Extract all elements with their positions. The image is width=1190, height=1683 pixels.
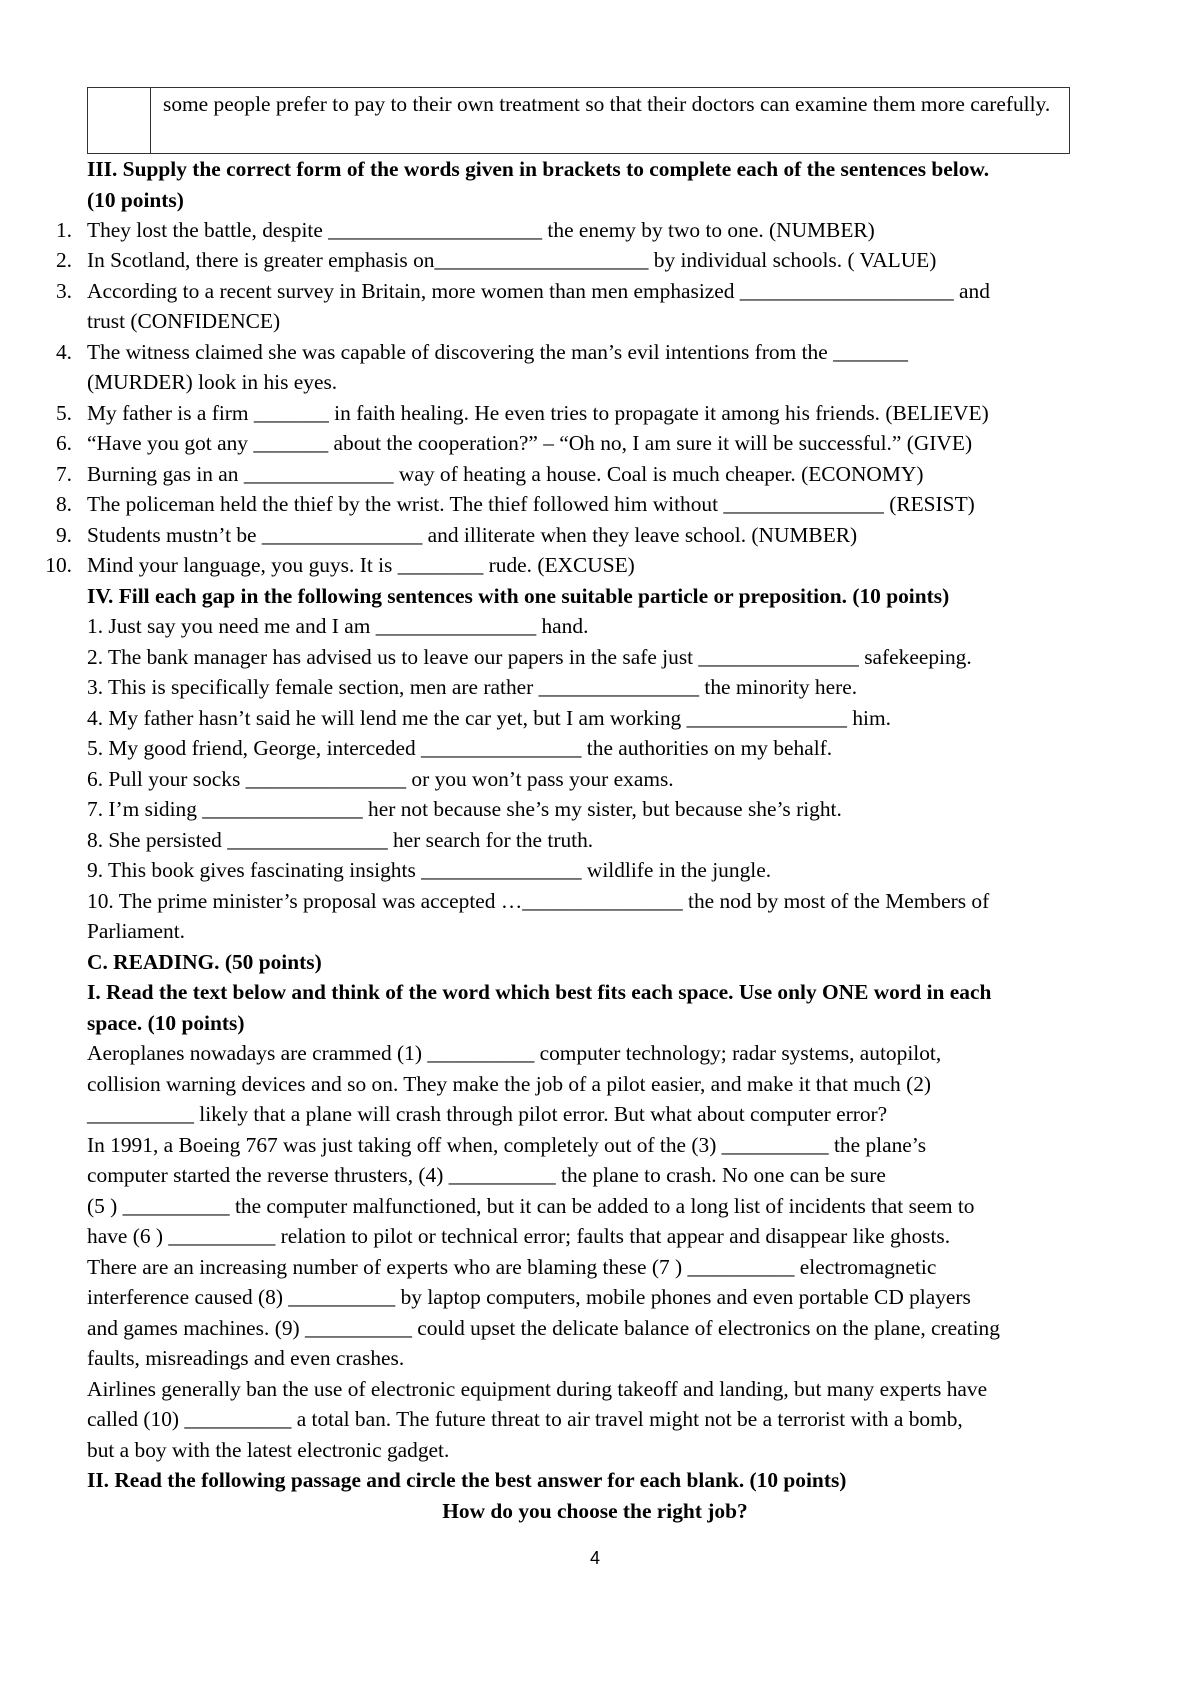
passage-line: There are an increasing number of experts who are blaming these (7 ) __________ electromagnetic xyxy=(87,1255,937,1279)
list-item: 8. She persisted _______________ her search for the truth. xyxy=(87,828,594,852)
list-item: Burning gas in an ______________ way of heating a house. Coal is much cheaper. (ECONOMY) xyxy=(87,462,924,486)
passage-line: Airlines generally ban the use of electronic equipment during takeoff and landing, but many experts have xyxy=(87,1377,988,1401)
list-item: 10. The prime minister’s proposal was accepted …_______________ the nod by most of the Members of xyxy=(87,889,990,913)
passage-line: (5 ) __________ the computer malfunctioned, but it can be added to a long list of incidents that seem to xyxy=(87,1194,975,1218)
list-item: My father is a firm _______ in faith healing. He even tries to propagate it among his friends. (BELIEVE) xyxy=(87,401,989,425)
list-item: 7. I’m siding _______________ her not because she’s my sister, but because she’s right. xyxy=(87,797,842,821)
section-4-heading: IV. Fill each gap in the following sentences with one suitable particle or preposition. (10 points) xyxy=(87,584,950,608)
page-number: 4 xyxy=(589,1548,600,1568)
list-item: 4. My father hasn’t said he will lend me the car yet, but I am working _______________ him. xyxy=(87,706,891,730)
passage-line: __________ likely that a plane will crash through pilot error. But what about computer error? xyxy=(87,1102,888,1126)
list-item-number: 8. xyxy=(55,492,72,516)
list-item: 6. Pull your socks _______________ or you won’t pass your exams. xyxy=(87,767,674,791)
list-item: They lost the battle, despite ____________________ the enemy by two to one. (NUMBER) xyxy=(87,218,875,242)
reading-part-2-title: How do you choose the right job? xyxy=(442,1499,748,1523)
list-item: Mind your language, you guys. It is ________ rude. (EXCUSE) xyxy=(87,553,635,577)
list-item-continuation: Parliament. xyxy=(87,919,186,943)
list-item: 5. My good friend, George, interceded _______________ the authorities on my behalf. xyxy=(87,736,833,760)
list-item: The policeman held the thief by the wrist. The thief followed him without _______________ (RESIST) xyxy=(87,492,975,516)
reading-heading: C. READING. (50 points) xyxy=(87,950,322,974)
table-number-cell xyxy=(88,88,151,153)
reading-part-1-heading: I. Read the text below and think of the word which best fits each space. Use only ONE word in each xyxy=(87,980,992,1004)
list-item-number: 9. xyxy=(55,523,72,547)
list-item-number: 4. xyxy=(55,340,72,364)
table-text-cell: some people prefer to pay to their own treatment so that their doctors can examine them more carefully. xyxy=(163,92,1051,116)
list-item: Students mustn’t be _______________ and illiterate when they leave school. (NUMBER) xyxy=(87,523,858,547)
list-item-continuation: (MURDER) look in his eyes. xyxy=(87,370,338,394)
list-item-number: 7. xyxy=(55,462,72,486)
passage-line: have (6 ) __________ relation to pilot or technical error; faults that appear and disappear like ghosts. xyxy=(87,1224,951,1248)
passage-line: interference caused (8) __________ by laptop computers, mobile phones and even portable CD players xyxy=(87,1285,971,1309)
passage-line: collision warning devices and so on. They make the job of a pilot easier, and make it that much (2) xyxy=(87,1072,932,1096)
passage-line: computer started the reverse thrusters, (4) __________ the plane to crash. No one can be sure xyxy=(87,1163,886,1187)
reading-part-1-heading-points: space. (10 points) xyxy=(87,1011,245,1035)
list-item-number: 6. xyxy=(55,431,72,455)
list-item: “Have you got any _______ about the cooperation?” – “Oh no, I am sure it will be successful.” (GIVE) xyxy=(87,431,973,455)
reading-part-2-heading: II. Read the following passage and circle the best answer for each blank. (10 points) xyxy=(87,1468,847,1492)
list-item: 3. This is specifically female section, men are rather _______________ the minority here. xyxy=(87,675,858,699)
passage-line: and games machines. (9) __________ could upset the delicate balance of electronics on the plane, creating xyxy=(87,1316,1000,1340)
list-item-number: 10. xyxy=(45,553,72,577)
passage-line: faults, misreadings and even crashes. xyxy=(87,1346,405,1370)
list-item: In Scotland, there is greater emphasis on____________________ by individual schools. ( VALUE) xyxy=(87,248,937,272)
list-item: 9. This book gives fascinating insights _______________ wildlife in the jungle. xyxy=(87,858,772,882)
list-item-number: 3. xyxy=(55,279,72,303)
passage-line: Aeroplanes nowadays are crammed (1) __________ computer technology; radar systems, autopilot, xyxy=(87,1041,942,1065)
passage-line: In 1991, a Boeing 767 was just taking off when, completely out of the (3) __________ the plane’s xyxy=(87,1133,927,1157)
list-item-number: 2. xyxy=(55,248,72,272)
list-item-number: 5. xyxy=(55,401,72,425)
list-item: According to a recent survey in Britain, more women than men emphasized ____________________ and xyxy=(87,279,990,303)
passage-line: called (10) __________ a total ban. The future threat to air travel might not be a terrorist with a bomb, xyxy=(87,1407,963,1431)
list-item: The witness claimed she was capable of discovering the man’s evil intentions from the _______ xyxy=(87,340,908,364)
list-item: 2. The bank manager has advised us to leave our papers in the safe just _______________ safekeeping. xyxy=(87,645,972,669)
section-3-heading-points: (10 points) xyxy=(87,188,184,212)
list-item-number: 1. xyxy=(55,218,72,242)
section-3-heading: III. Supply the correct form of the words given in brackets to complete each of the sentences below. xyxy=(87,157,990,181)
answer-table xyxy=(87,87,1070,154)
list-item-continuation: trust (CONFIDENCE) xyxy=(87,309,281,333)
list-item: 1. Just say you need me and I am _______________ hand. xyxy=(87,614,589,638)
passage-line: but a boy with the latest electronic gadget. xyxy=(87,1438,450,1462)
